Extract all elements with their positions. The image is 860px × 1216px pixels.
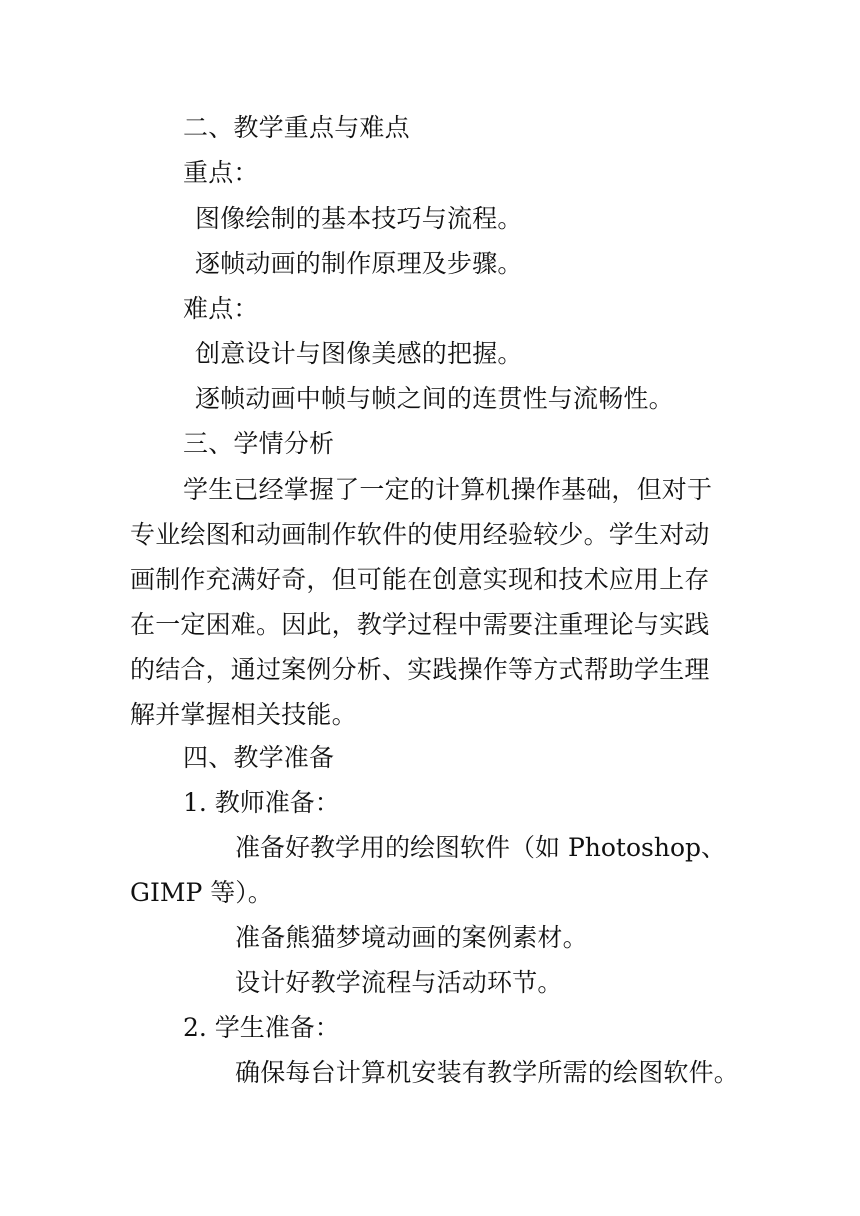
- teacher-prep-line: GIMP 等）。: [130, 878, 273, 907]
- student-prep-line: 确保每台计算机安装有教学所需的绘图软件。: [235, 1058, 740, 1087]
- teacher-prep-line: 设计好教学流程与活动环节。: [235, 968, 563, 997]
- student-prep-label: 2. 学生准备：: [183, 1013, 340, 1042]
- difficulty-item: 逐帧动画中帧与帧之间的连贯性与流畅性。: [195, 384, 674, 413]
- paragraph-line: 画制作充满好奇，但可能在创意实现和技术应用上存: [130, 565, 710, 594]
- paragraph-line: 在一定困难。因此，教学过程中需要注重理论与实践: [130, 610, 710, 639]
- paragraph-line: 学生已经掌握了一定的计算机操作基础，但对于: [183, 475, 713, 504]
- section2-heading: 二、教学重点与难点: [183, 113, 410, 142]
- difficulty-item: 创意设计与图像美感的把握。: [195, 339, 523, 368]
- teacher-prep-line: 准备好教学用的绘图软件（如 Photoshop、: [235, 833, 727, 862]
- key-points-label: 重点：: [183, 158, 259, 187]
- section3-heading: 三、学情分析: [183, 429, 335, 458]
- paragraph-line: 解并掌握相关技能。: [130, 700, 357, 729]
- teacher-prep-label: 1. 教师准备：: [183, 788, 340, 817]
- section4-heading: 四、教学准备: [183, 743, 335, 772]
- difficulty-label: 难点：: [183, 294, 259, 323]
- paragraph-line: 专业绘图和动画制作软件的使用经验较少。学生对动: [130, 520, 710, 549]
- key-point-item: 逐帧动画的制作原理及步骤。: [195, 249, 523, 278]
- teacher-prep-line: 准备熊猫梦境动画的案例素材。: [235, 923, 588, 952]
- key-point-item: 图像绘制的基本技巧与流程。: [195, 204, 523, 233]
- paragraph-line: 的结合，通过案例分析、实践操作等方式帮助学生理: [130, 655, 710, 684]
